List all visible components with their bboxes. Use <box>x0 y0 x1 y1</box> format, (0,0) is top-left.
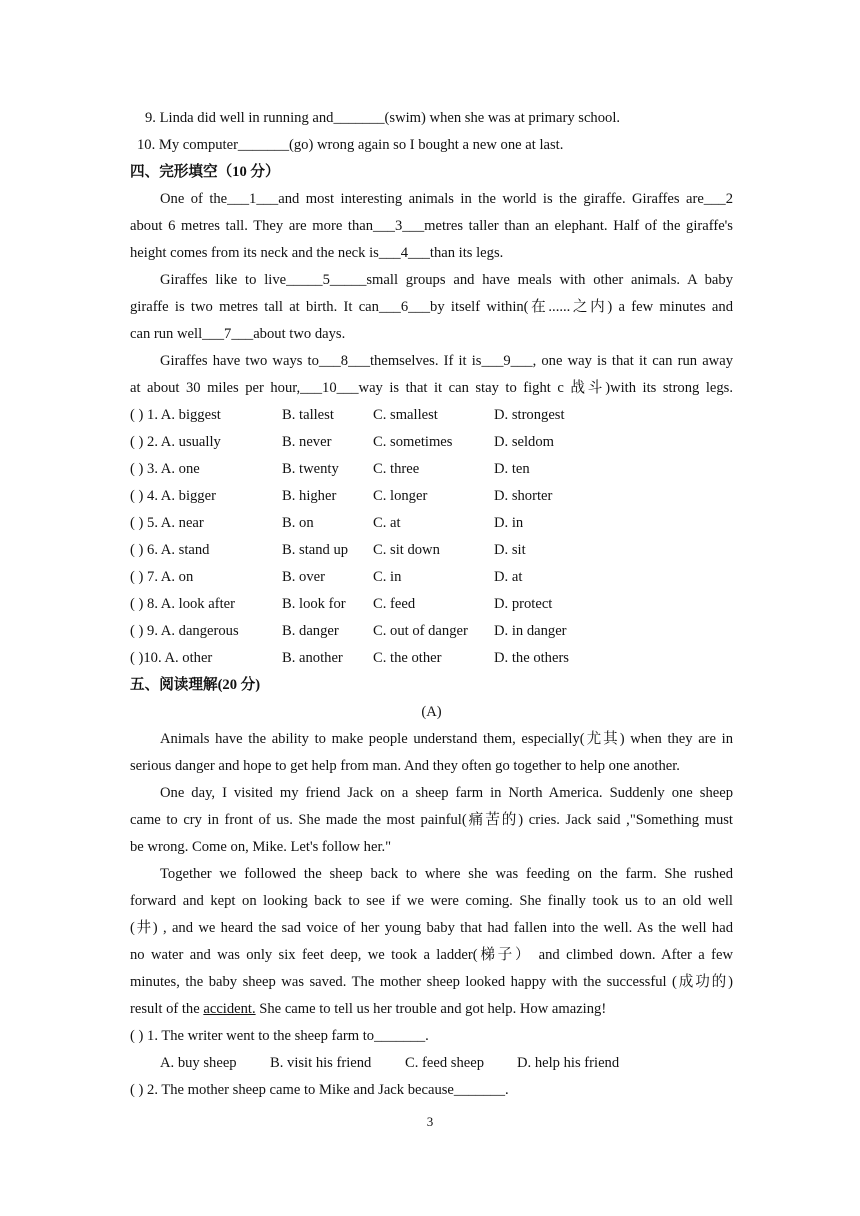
option-a: ( ) 9. A. dangerous <box>130 623 239 639</box>
reading-line: came to cry in front of us. She made the most painful(痛苦的) cries. Jack said ,"Something must <box>130 812 733 828</box>
option-d: D. in danger <box>494 623 567 639</box>
cloze-line: giraffe is two metres tall at birth. It can___6___by itself within(在......之内) a few minutes and <box>130 299 733 315</box>
option-a: ( ) 4. A. bigger <box>130 488 216 504</box>
reading-line: minutes, the baby sheep was saved. The mother sheep looked happy with the successful (成功的) <box>130 974 733 990</box>
option-d: D. ten <box>494 461 530 477</box>
option-c: C. at <box>373 515 401 531</box>
option-b: B. never <box>282 434 332 450</box>
option-c: C. sometimes <box>373 434 453 450</box>
cloze-option-row <box>130 567 733 587</box>
reading-line: Animals have the ability to make people understand them, especially(尤其) when they are in <box>160 731 733 747</box>
reading-q1-options <box>130 1053 733 1073</box>
option-b: B. higher <box>282 488 337 504</box>
option-c: C. feed sheep <box>405 1055 485 1071</box>
reading-line: (井) , and we heard the sad voice of her young baby that had fallen into the well. As the well had <box>130 920 733 936</box>
reading-line: forward and kept on looking back to see if we were coming. She finally took us to an old well <box>130 893 733 909</box>
option-c: C. smallest <box>373 407 438 423</box>
cloze-line: One of the___1___and most interesting animals in the world is the giraffe. Giraffes are___2 <box>160 191 733 207</box>
option-a: ( ) 7. A. on <box>130 569 194 585</box>
cloze-line: about 6 metres tall. They are more than___3___metres taller than an elephant. Half of the giraffe's <box>130 218 733 234</box>
option-a: A. buy sheep <box>160 1055 237 1071</box>
option-d: D. in <box>494 515 524 531</box>
option-d: D. shorter <box>494 488 553 504</box>
reading-line: One day, I visited my friend Jack on a sheep farm in North America. Suddenly one sheep <box>160 785 733 801</box>
section-5-heading: 五、阅读理解(20 分) <box>130 677 261 693</box>
option-d: D. seldom <box>494 434 554 450</box>
option-b: B. visit his friend <box>270 1055 372 1071</box>
section-4-heading: 四、完形填空（10 分） <box>130 164 280 180</box>
question-9: 9. Linda did well in running and_______(swim) when she was at primary school. <box>145 110 621 126</box>
question-10: 10. My computer_______(go) wrong again so I bought a new one at last. <box>137 137 564 153</box>
reading-line: be wrong. Come on, Mike. Let's follow her." <box>130 839 392 855</box>
option-c: C. out of danger <box>373 623 468 639</box>
option-c: C. three <box>373 461 420 477</box>
reading-line-text: result of the <box>130 1001 204 1017</box>
option-a: ( ) 6. A. stand <box>130 542 210 558</box>
option-d: D. the others <box>494 650 569 666</box>
option-b: B. look for <box>282 596 346 612</box>
option-c: C. the other <box>373 650 442 666</box>
cloze-option-row <box>130 432 733 452</box>
cloze-option-row <box>130 621 733 641</box>
cloze-option-row <box>130 540 733 560</box>
cloze-option-row <box>130 594 733 614</box>
cloze-line: Giraffes have two ways to___8___themselves. If it is___9___, one way is that it can run away <box>160 353 733 369</box>
reading-question-2: ( ) 2. The mother sheep came to Mike and Jack because_______. <box>130 1082 509 1098</box>
option-b: B. another <box>282 650 343 666</box>
option-b: B. stand up <box>282 542 349 558</box>
option-a: ( ) 8. A. look after <box>130 596 235 612</box>
reading-line <box>130 999 733 1019</box>
cloze-option-row <box>130 459 733 479</box>
reading-line: no water and was only six feet deep, we took a ladder(梯子） and climbed down. After a few <box>130 947 733 963</box>
option-b: B. tallest <box>282 407 334 423</box>
cloze-line: height comes from its neck and the neck is___4___than its legs. <box>130 245 504 261</box>
cloze-option-row <box>130 513 733 533</box>
option-a: ( ) 3. A. one <box>130 461 200 477</box>
passage-label: (A) <box>421 704 442 720</box>
option-a: ( ) 5. A. near <box>130 515 204 531</box>
reading-line: serious danger and hope to get help from man. And they often go together to help one another. <box>130 758 680 774</box>
option-c: C. in <box>373 569 402 585</box>
reading-question-1: ( ) 1. The writer went to the sheep farm to_______. <box>130 1028 429 1044</box>
option-d: D. at <box>494 569 523 585</box>
option-b: B. danger <box>282 623 339 639</box>
option-a: ( ) 1. A. biggest <box>130 407 221 423</box>
cloze-line: at about 30 miles per hour,___10___way is that it can stay to fight c 战斗)with its strong legs. <box>130 380 733 396</box>
cloze-option-row <box>130 405 733 425</box>
page-number: 3 <box>426 1114 434 1129</box>
underlined-word: accident. <box>203 1001 256 1017</box>
reading-line-text: She came to tell us her trouble and got help. How amazing! <box>255 1001 607 1017</box>
option-c: C. feed <box>373 596 416 612</box>
option-d: D. help his friend <box>517 1055 620 1071</box>
cloze-line: Giraffes like to live_____5_____small groups and have meals with other animals. A baby <box>160 272 733 288</box>
option-b: B. twenty <box>282 461 339 477</box>
option-c: C. sit down <box>373 542 440 558</box>
option-a: ( )10. A. other <box>130 650 213 666</box>
option-d: D. strongest <box>494 407 565 423</box>
reading-line: Together we followed the sheep back to where she was feeding on the farm. She rushed <box>160 866 733 882</box>
option-b: B. over <box>282 569 325 585</box>
cloze-option-row <box>130 648 733 668</box>
option-c: C. longer <box>373 488 428 504</box>
option-b: B. on <box>282 515 314 531</box>
cloze-line: can run well___7___about two days. <box>130 326 346 342</box>
option-d: D. sit <box>494 542 526 558</box>
option-a: ( ) 2. A. usually <box>130 434 221 450</box>
cloze-option-row <box>130 486 733 506</box>
option-d: D. protect <box>494 596 553 612</box>
